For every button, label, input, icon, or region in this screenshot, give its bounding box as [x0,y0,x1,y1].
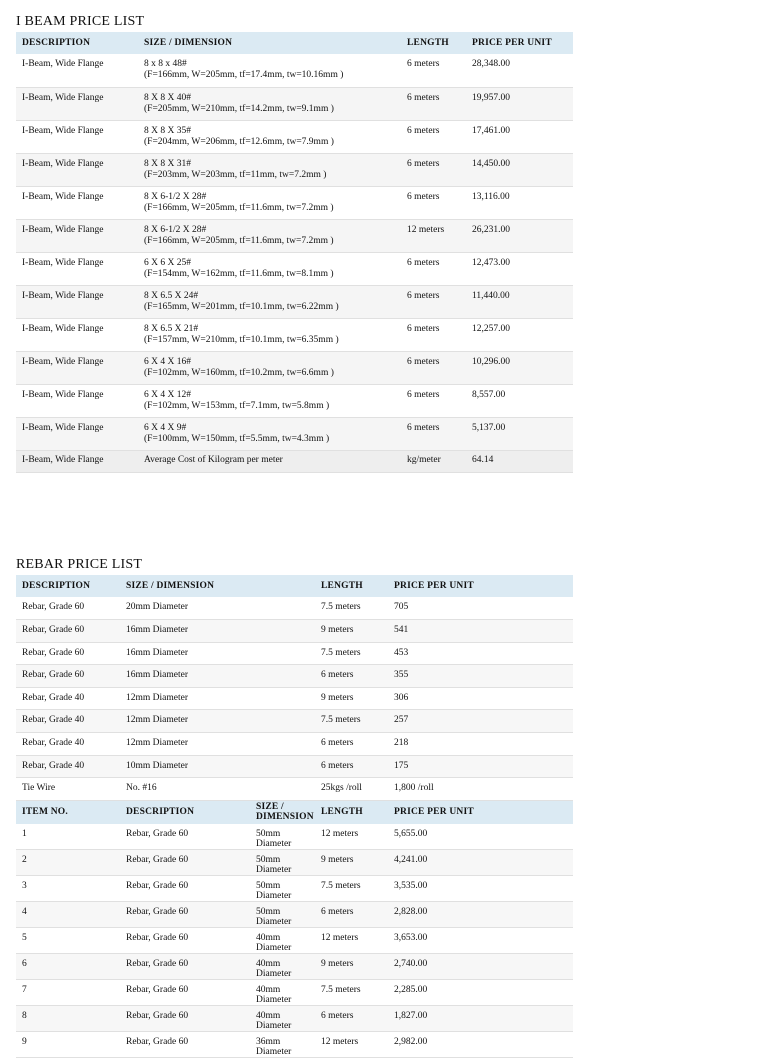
dimension-detail: (F=166mm, W=205mm, tf=11.6mm, tw=7.2mm ) [144,202,334,213]
price-cell: 453 [388,642,573,665]
description-cell: I-Beam, Wide Flange [16,252,138,285]
header-size: SIZE / DIMENSION [250,800,315,824]
size-cell [138,318,401,351]
table-row [16,252,573,285]
size-value: 8 X 6-1/2 X 28# [144,191,207,202]
ibeam-price-table [16,32,573,473]
price-cell: 13,116.00 [466,186,573,219]
length-cell: 6 meters [401,54,466,87]
item-no-cell: 7 [16,979,120,1005]
header-size: SIZE / DIMENSION [120,575,315,597]
size-value: 8 X 8 X 31# [144,158,191,169]
description-cell: I-Beam, Wide Flange [16,219,138,252]
table-row [16,417,573,450]
length-cell: 7.5 meters [315,979,388,1005]
length-cell: 6 meters [401,351,466,384]
table-row [16,687,573,710]
length-cell: 9 meters [315,620,388,643]
table-row [16,642,573,665]
size-cell: 40mm Diameter [250,1005,315,1031]
table-row [16,1005,573,1031]
item-no-cell: 9 [16,1031,120,1057]
table-row [16,953,573,979]
size-value: 8 X 6-1/2 X 28# [144,224,207,235]
price-cell: 3,653.00 [388,927,573,953]
description-cell: I-Beam, Wide Flange [16,285,138,318]
price-cell: 306 [388,687,573,710]
price-cell: 5,137.00 [466,417,573,450]
ibeam-header-row [16,32,573,54]
size-cell: 20mm Diameter [120,597,315,620]
description-cell: Rebar, Grade 60 [16,597,120,620]
length-cell: 6 meters [401,153,466,186]
table-row [16,979,573,1005]
description-cell: Rebar, Grade 40 [16,710,120,733]
header-description: DESCRIPTION [16,32,138,54]
length-cell: 6 meters [401,87,466,120]
description-cell: Rebar, Grade 60 [120,875,250,901]
size-cell [138,54,401,87]
price-cell: 2,982.00 [388,1031,573,1057]
price-cell: 64.14 [466,450,573,472]
description-cell: Rebar, Grade 60 [16,665,120,688]
length-cell: 9 meters [315,687,388,710]
dimension-detail: (F=157mm, W=210mm, tf=10.1mm, tw=6.35mm ) [144,334,339,345]
price-cell: 11,440.00 [466,285,573,318]
description-cell: I-Beam, Wide Flange [16,351,138,384]
table-row [16,318,573,351]
table-row [16,285,573,318]
table-row [16,901,573,927]
table-row [16,927,573,953]
description-cell: I-Beam, Wide Flange [16,87,138,120]
header-length: LENGTH [401,32,466,54]
ibeam-title: I BEAM PRICE LIST [16,14,145,29]
dimension-detail: (F=154mm, W=162mm, tf=11.6mm, tw=8.1mm ) [144,268,334,279]
price-cell: 4,241.00 [388,849,573,875]
length-cell: 6 meters [315,733,388,756]
length-cell: 7.5 meters [315,642,388,665]
size-cell: 16mm Diameter [120,620,315,643]
size-cell [138,219,401,252]
description-cell: Rebar, Grade 60 [120,1005,250,1031]
header-description: DESCRIPTION [120,800,250,824]
length-cell: 25kgs /roll [315,778,388,801]
size-cell: 50mm Diameter [250,875,315,901]
length-cell: 6 meters [401,285,466,318]
size-value: 6 X 4 X 9# [144,422,187,433]
length-cell: 6 meters [401,252,466,285]
length-cell: 6 meters [315,665,388,688]
dimension-detail: (F=102mm, W=160mm, tf=10.2mm, tw=6.6mm ) [144,367,334,378]
size-cell [138,87,401,120]
description-cell: I-Beam, Wide Flange [16,153,138,186]
length-cell: 9 meters [315,953,388,979]
dimension-detail: (F=166mm, W=205mm, tf=17.4mm, tw=10.16mm ) [144,70,344,80]
length-cell: 7.5 meters [315,710,388,733]
size-cell [138,186,401,219]
header-description: DESCRIPTION [16,575,120,597]
table-row [16,733,573,756]
price-cell: 257 [388,710,573,733]
length-cell: 6 meters [315,755,388,778]
length-cell: kg/meter [401,450,466,472]
description-cell: Rebar, Grade 60 [16,642,120,665]
size-value: 8 x 8 x 48# [144,59,187,69]
size-value: 8 X 6.5 X 24# [144,290,199,301]
price-cell: 705 [388,597,573,620]
table-row [16,54,573,87]
size-cell [138,285,401,318]
item-no-cell: 1 [16,824,120,850]
price-cell: 5,655.00 [388,824,573,850]
length-cell: 7.5 meters [315,875,388,901]
price-cell: 26,231.00 [466,219,573,252]
length-cell: 12 meters [315,1031,388,1057]
length-cell: 12 meters [315,824,388,850]
price-cell: 175 [388,755,573,778]
item-no-cell: 3 [16,875,120,901]
table-row [16,219,573,252]
table-row [16,1031,573,1057]
size-cell: 40mm Diameter [250,979,315,1005]
price-cell: 17,461.00 [466,120,573,153]
length-cell: 7.5 meters [315,597,388,620]
size-cell: 40mm Diameter [250,927,315,953]
size-value: 6 X 4 X 16# [144,356,191,367]
description-cell: I-Beam, Wide Flange [16,450,138,472]
description-cell: Rebar, Grade 60 [120,824,250,850]
size-cell: 50mm Diameter [250,901,315,927]
description-cell: I-Beam, Wide Flange [16,384,138,417]
table-row [16,710,573,733]
table-row [16,186,573,219]
dimension-detail: (F=204mm, W=206mm, tf=12.6mm, tw=7.9mm ) [144,136,334,147]
size-cell: 12mm Diameter [120,733,315,756]
price-cell: 14,450.00 [466,153,573,186]
length-cell: 6 meters [401,120,466,153]
item-no-cell: 4 [16,901,120,927]
table-row [16,755,573,778]
size-value: Average Cost of Kilogram per meter [144,454,283,465]
size-cell: 10mm Diameter [120,755,315,778]
length-cell: 6 meters [315,901,388,927]
size-value: 6 X 6 X 25# [144,257,191,268]
rebar-item-header-row [16,800,573,824]
size-cell [138,384,401,417]
size-cell [138,252,401,285]
description-cell: Rebar, Grade 60 [120,1031,250,1057]
size-cell: 50mm Diameter [250,824,315,850]
size-cell [138,417,401,450]
table-row [16,153,573,186]
length-cell: 12 meters [401,219,466,252]
length-cell: 6 meters [401,318,466,351]
rebar-title: REBAR PRICE LIST [16,557,143,572]
size-cell: 50mm Diameter [250,849,315,875]
table-row [16,778,573,801]
table-row [16,620,573,643]
table-row [16,665,573,688]
description-cell: Rebar, Grade 40 [16,755,120,778]
rebar-header-row [16,575,573,597]
price-cell: 541 [388,620,573,643]
description-cell: Rebar, Grade 60 [16,620,120,643]
length-cell: 6 meters [315,1005,388,1031]
table-row [16,87,573,120]
header-size: SIZE / DIMENSION [138,32,401,54]
size-value: 8 X 8 X 40# [144,92,191,103]
description-cell: I-Beam, Wide Flange [16,186,138,219]
price-cell: 218 [388,733,573,756]
dimension-detail: (F=165mm, W=201mm, tf=10.1mm, tw=6.22mm ) [144,301,339,312]
size-cell: 12mm Diameter [120,710,315,733]
size-cell [138,351,401,384]
table-row [16,824,573,850]
description-cell: Rebar, Grade 60 [120,849,250,875]
size-cell: 16mm Diameter [120,665,315,688]
price-cell: 2,740.00 [388,953,573,979]
length-cell: 9 meters [315,849,388,875]
table-row [16,450,573,472]
description-cell: I-Beam, Wide Flange [16,120,138,153]
dimension-detail: (F=100mm, W=150mm, tf=5.5mm, tw=4.3mm ) [144,433,330,444]
length-cell: 6 meters [401,186,466,219]
size-cell [138,120,401,153]
dimension-detail: (F=203mm, W=203mm, tf=11mm, tw=7.2mm ) [144,169,327,180]
description-cell: I-Beam, Wide Flange [16,417,138,450]
price-cell: 2,285.00 [388,979,573,1005]
price-cell: 8,557.00 [466,384,573,417]
price-cell: 12,257.00 [466,318,573,351]
length-cell: 6 meters [401,384,466,417]
description-cell: Rebar, Grade 40 [16,733,120,756]
table-row [16,597,573,620]
header-price: PRICE PER UNIT [388,575,573,597]
table-row [16,875,573,901]
description-cell: Rebar, Grade 60 [120,953,250,979]
length-cell: 6 meters [401,417,466,450]
size-value: 6 X 4 X 12# [144,389,191,400]
description-cell: Rebar, Grade 60 [120,979,250,1005]
item-no-cell: 2 [16,849,120,875]
size-cell: 36mm Diameter [250,1031,315,1057]
table-row [16,120,573,153]
size-value: 8 X 6.5 X 21# [144,323,199,334]
dimension-detail: (F=166mm, W=205mm, tf=11.6mm, tw=7.2mm ) [144,235,334,246]
size-cell: No. #16 [120,778,315,801]
description-cell: Rebar, Grade 40 [16,687,120,710]
size-value: 8 X 8 X 35# [144,125,191,136]
size-cell: 40mm Diameter [250,953,315,979]
price-cell: 12,473.00 [466,252,573,285]
item-no-cell: 5 [16,927,120,953]
table-row [16,384,573,417]
header-length: LENGTH [315,800,388,824]
description-cell: Rebar, Grade 60 [120,927,250,953]
price-cell: 1,800 /roll [388,778,573,801]
header-price: PRICE PER UNIT [466,32,573,54]
description-cell: I-Beam, Wide Flange [16,54,138,87]
size-cell [138,153,401,186]
size-cell [138,450,401,472]
rebar-price-table [16,575,573,1058]
description-cell: Tie Wire [16,778,120,801]
header-length: LENGTH [315,575,388,597]
dimension-detail: (F=102mm, W=153mm, tf=7.1mm, tw=5.8mm ) [144,400,330,411]
price-cell: 3,535.00 [388,875,573,901]
size-cell: 16mm Diameter [120,642,315,665]
table-row [16,351,573,384]
price-cell: 355 [388,665,573,688]
description-cell: Rebar, Grade 60 [120,901,250,927]
length-cell: 12 meters [315,927,388,953]
price-cell: 19,957.00 [466,87,573,120]
table-row [16,849,573,875]
price-cell: 10,296.00 [466,351,573,384]
price-cell: 1,827.00 [388,1005,573,1031]
item-no-cell: 6 [16,953,120,979]
header-price: PRICE PER UNIT [388,800,573,824]
dimension-detail: (F=205mm, W=210mm, tf=14.2mm, tw=9.1mm ) [144,103,334,114]
size-cell: 12mm Diameter [120,687,315,710]
price-cell: 2,828.00 [388,901,573,927]
description-cell: I-Beam, Wide Flange [16,318,138,351]
header-item-no: ITEM NO. [16,800,120,824]
price-cell: 28,348.00 [466,54,573,87]
item-no-cell: 8 [16,1005,120,1031]
